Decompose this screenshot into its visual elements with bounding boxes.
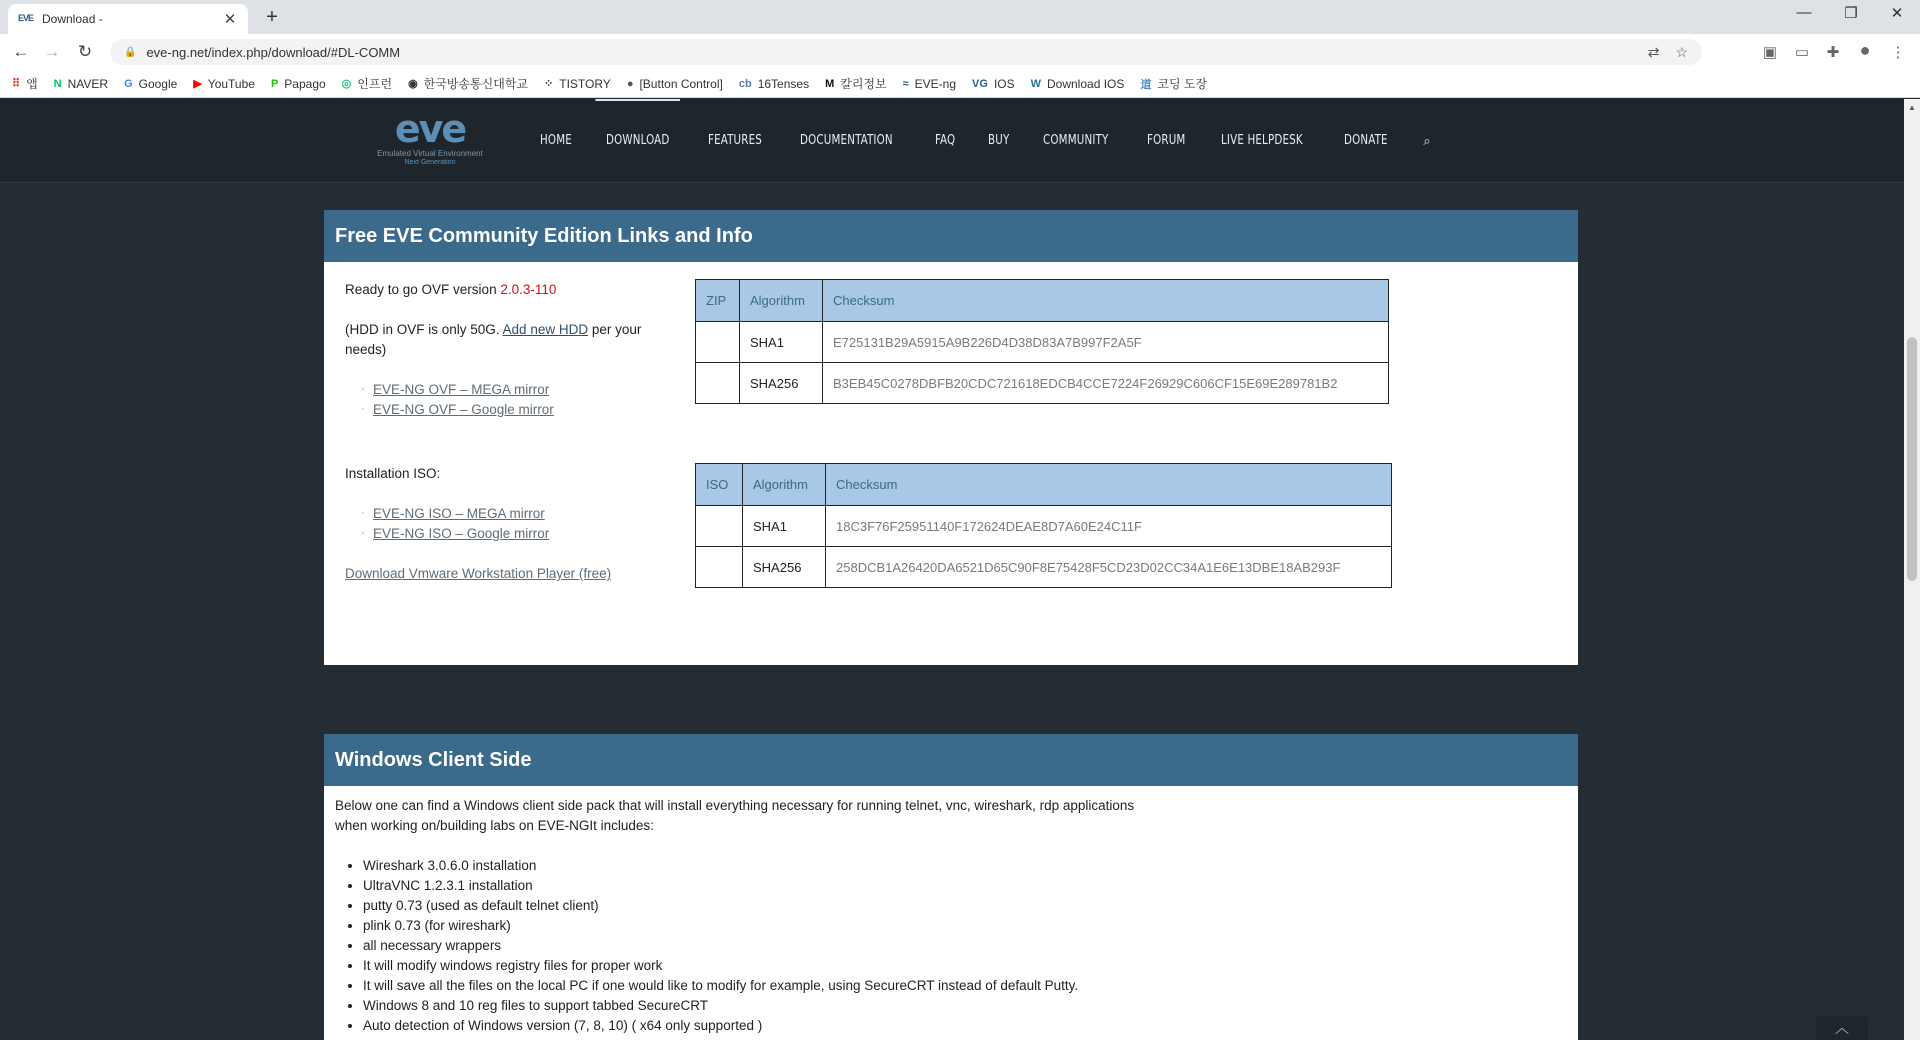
- nav-live-helpdesk[interactable]: LIVE HELPDESK: [1220, 133, 1303, 148]
- minimize-icon[interactable]: —: [1796, 4, 1812, 21]
- iso-google-mirror-link[interactable]: EVE-NG ISO – Google mirror: [373, 526, 550, 541]
- bookmark-label: Google: [138, 76, 178, 91]
- hdd-note-text-1: (HDD in OVF is only 50G.: [345, 322, 503, 337]
- bookmark-label: EVE-ng: [914, 76, 957, 91]
- table-cell-algorithm: SHA1: [740, 322, 823, 363]
- iso-download-list: [345, 504, 685, 544]
- scrollbar-thumb[interactable]: [1907, 337, 1917, 581]
- list-item: • UltraVNC 1.2.3.1 installation: [363, 876, 1134, 896]
- table-header-row: [696, 464, 1392, 506]
- bookmark-label: IOS: [993, 76, 1015, 91]
- vmware-line: [345, 564, 685, 584]
- nav-faq[interactable]: FAQ: [935, 133, 956, 148]
- site-header: [0, 99, 1904, 183]
- add-new-hdd-link[interactable]: Add new HDD: [502, 322, 589, 337]
- youtube-icon: ▶: [193, 78, 202, 90]
- bookmark-label: Download IOS: [1047, 76, 1125, 91]
- table-row: [696, 363, 1389, 404]
- page-viewport: [0, 99, 1904, 1040]
- translate-icon[interactable]: ⇄: [1647, 43, 1660, 60]
- iso-checksum-table: [695, 463, 1392, 588]
- ovf-google-mirror-link[interactable]: EVE-NG OVF – Google mirror: [373, 402, 554, 417]
- bookmark-item[interactable]: [12, 75, 38, 92]
- table-row: [696, 547, 1392, 588]
- nav-download[interactable]: DOWNLOAD: [606, 99, 669, 183]
- list-item: • plink 0.73 (for wireshark): [363, 916, 1134, 936]
- table-header-row: [696, 280, 1389, 322]
- bookmark-item[interactable]: [193, 77, 255, 91]
- forward-icon[interactable]: →: [43, 42, 61, 61]
- nav-features[interactable]: FEATURES: [708, 133, 763, 148]
- client-feature-list: [335, 856, 1134, 1036]
- logo-subtitle: Emulated Virtual Environment: [377, 149, 483, 158]
- list-item: • Windows 8 and 10 reg files to support tabbed SecureCRT: [363, 996, 1134, 1016]
- browser-tab[interactable]: [8, 4, 248, 34]
- list-item: [373, 380, 685, 400]
- wordpress-icon: W: [1030, 77, 1041, 90]
- bookmark-label: TISTORY: [559, 76, 611, 91]
- bookmarks-bar: [0, 70, 1920, 98]
- table-cell-checksum: E725131B29A5915A9B226D4D38D83A7B997F2A5F: [823, 322, 1389, 363]
- ovf-version-value: 2.0.3-110: [500, 282, 557, 297]
- windows-client-body: [335, 796, 1134, 1036]
- eve-logo[interactable]: [362, 109, 498, 169]
- iso-mega-mirror-link[interactable]: EVE-NG ISO – MEGA mirror: [373, 506, 545, 521]
- main-nav: [540, 99, 1431, 183]
- url-text[interactable]: eve-ng.net/index.php/download/#DL-COMM: [146, 44, 401, 60]
- table-cell-checksum: 258DCB1A26420DA6521D65C90F8E75428F5CD23D02CC34A1E6E13DBE18AB293F: [826, 547, 1392, 588]
- list-item: • Auto detection of Windows version (7, 8, 10) ( x64 only supported ): [363, 1016, 1134, 1036]
- community-edition-section: [324, 210, 1578, 665]
- bookmark-label: 16Tenses: [757, 76, 810, 91]
- back-icon[interactable]: ←: [12, 42, 30, 61]
- bookmark-item[interactable]: [342, 75, 392, 92]
- address-toolbar: [0, 34, 1920, 70]
- ovf-mega-mirror-link[interactable]: EVE-NG OVF – MEGA mirror: [373, 382, 550, 397]
- table-cell-empty: [696, 322, 740, 363]
- close-window-icon[interactable]: ✕: [1890, 5, 1904, 22]
- table-cell-algorithm: SHA1: [743, 506, 826, 547]
- bookmark-label: 칼리정보: [840, 77, 887, 91]
- list-item: • putty 0.73 (used as default telnet client): [363, 896, 1134, 916]
- bookmark-label: 인프런: [357, 77, 393, 91]
- button-control-icon: ●: [626, 77, 634, 90]
- restore-icon[interactable]: ❐: [1844, 5, 1858, 22]
- kali-icon: M: [825, 77, 835, 90]
- table-cell-algorithm: SHA256: [743, 547, 826, 588]
- ovf-info: [345, 280, 685, 420]
- table-cell-empty: [696, 506, 743, 547]
- hdd-note: [345, 320, 685, 360]
- ovf-download-list: [345, 380, 685, 420]
- bookmark-label: YouTube: [207, 76, 255, 91]
- nav-forum[interactable]: FORUM: [1147, 133, 1186, 148]
- bookmark-item[interactable]: [739, 77, 809, 91]
- col-header-algorithm: Algorithm: [740, 280, 823, 322]
- tistory-icon: ⁘: [544, 78, 554, 90]
- zip-checksum-table: [695, 279, 1389, 404]
- extension-media-icon[interactable]: ▭: [1794, 44, 1810, 61]
- nav-community[interactable]: COMMUNITY: [1042, 133, 1109, 148]
- nav-buy[interactable]: BUY: [988, 133, 1010, 148]
- close-tab-icon[interactable]: ✕: [223, 11, 237, 28]
- iso-label: Installation ISO:: [345, 466, 441, 481]
- hdd-note-text-2: per your needs): [345, 322, 642, 357]
- bookmark-label: NAVER: [67, 76, 109, 91]
- papago-icon: P: [270, 77, 279, 90]
- ovf-version-line: [345, 280, 685, 300]
- col-header-checksum: Checksum: [826, 464, 1392, 506]
- col-header-algorithm: Algorithm: [743, 464, 826, 506]
- list-item: [373, 524, 685, 544]
- bookmark-item[interactable]: [124, 77, 177, 91]
- extension-cast-icon[interactable]: ▣: [1762, 44, 1778, 61]
- nav-home[interactable]: HOME: [540, 133, 572, 148]
- inflearn-icon: ◎: [341, 78, 352, 90]
- list-item: • It will modify windows registry files for proper work: [363, 956, 1134, 976]
- windows-client-heading: Windows Client Side: [324, 734, 1578, 786]
- bookmark-label: [Button Control]: [639, 76, 723, 91]
- bookmark-item[interactable]: [544, 77, 611, 91]
- bookmark-item[interactable]: [627, 77, 723, 91]
- bookmark-item[interactable]: [54, 77, 108, 91]
- ios-icon: VG: [972, 77, 988, 90]
- naver-icon: N: [53, 77, 62, 90]
- table-row: [696, 506, 1392, 547]
- bookmark-item[interactable]: [972, 77, 1015, 91]
- search-icon[interactable]: ⌕: [1423, 133, 1431, 148]
- client-intro-1: Below one can find a Windows client side pack that will install everything necessary for running telnet, vnc, wireshark, rdp applications: [335, 798, 1135, 813]
- bookmark-label: 한국방송통신대학교: [423, 77, 529, 91]
- iso-info: [345, 464, 685, 584]
- bookmark-label: 앱: [26, 77, 38, 91]
- vmware-player-download-link[interactable]: Download Vmware Workstation Player (free): [345, 566, 612, 581]
- tenses-icon: cb: [738, 77, 752, 90]
- bookmark-label: 코딩 도장: [1157, 77, 1208, 91]
- eve-ng-icon: ≈: [902, 77, 909, 90]
- new-tab-button[interactable]: +: [266, 6, 278, 28]
- browser-menu-icon[interactable]: ⋮: [1890, 44, 1906, 61]
- logo-word: eve: [394, 107, 466, 151]
- eve-favicon-icon: EVE: [18, 13, 34, 23]
- page-scrollbar[interactable]: [1904, 99, 1920, 1040]
- bookmark-item[interactable]: [271, 77, 326, 91]
- nav-donate[interactable]: DONATE: [1343, 133, 1388, 148]
- bookmark-item[interactable]: [1031, 77, 1125, 91]
- scroll-up-arrow-icon[interactable]: ▲: [1908, 103, 1916, 112]
- lock-icon[interactable]: 🔒: [124, 46, 137, 58]
- list-item: • all necessary wrappers: [363, 936, 1134, 956]
- ovf-version-label: Ready to go OVF version: [345, 282, 501, 297]
- profile-avatar-icon[interactable]: ●: [1859, 40, 1871, 60]
- coding-dojang-icon: 道: [1140, 78, 1152, 91]
- bookmark-item[interactable]: [903, 77, 956, 91]
- nav-documentation[interactable]: DOCUMENTATION: [799, 133, 893, 148]
- col-header-zip: ZIP: [696, 280, 740, 322]
- back-to-top-button[interactable]: ︿: [1816, 1016, 1868, 1040]
- table-cell-checksum: 18C3F76F25951140F172624DEAE8D7A60E24C11F: [826, 506, 1392, 547]
- table-cell-checksum: B3EB45C0278DBFB20CDC721618EDCB4CCE7224F26929C606CF15E69E289781B2: [823, 363, 1389, 404]
- bookmark-star-icon[interactable]: ☆: [1675, 43, 1688, 60]
- bookmark-item[interactable]: [825, 75, 887, 92]
- table-row: [696, 322, 1389, 363]
- google-icon: G: [124, 77, 133, 90]
- logo-subtitle-2: Next Generation: [404, 159, 456, 166]
- tab-title: Download -: [42, 12, 103, 26]
- community-edition-heading: Free EVE Community Edition Links and Info: [324, 210, 1578, 262]
- table-cell-empty: [696, 363, 740, 404]
- client-intro-2: when working on/building labs on EVE-NGIt includes:: [335, 818, 654, 833]
- bookmark-label: Papago: [284, 76, 326, 91]
- list-item: • Wireshark 3.0.6.0 installation: [363, 856, 1134, 876]
- list-item: [373, 400, 685, 420]
- table-cell-algorithm: SHA256: [740, 363, 823, 404]
- list-item: [373, 504, 685, 524]
- knou-icon: ◉: [408, 78, 418, 90]
- extensions-puzzle-icon[interactable]: ✚: [1826, 44, 1840, 61]
- windows-client-section: [324, 734, 1578, 1040]
- bookmark-item[interactable]: [1140, 75, 1207, 92]
- bookmark-item[interactable]: [408, 75, 528, 92]
- apps-grid-icon: ⠿: [12, 78, 21, 90]
- browser-tab-bar: [0, 0, 1920, 34]
- col-header-iso: ISO: [696, 464, 743, 506]
- reload-icon[interactable]: ↻: [77, 42, 93, 61]
- col-header-checksum: Checksum: [823, 280, 1389, 322]
- table-cell-empty: [696, 547, 743, 588]
- list-item: • It will save all the files on the local PC if one would like to modify for example, using SecureCRT instead of default Putty.: [363, 976, 1134, 996]
- url-bar[interactable]: [110, 39, 1702, 65]
